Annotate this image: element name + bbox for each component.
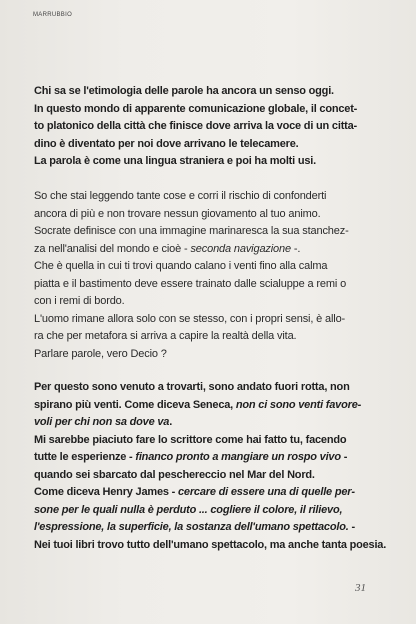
- text-line: voli per chi non sa dove va.: [34, 416, 173, 428]
- running-head: MARRUBBIO: [33, 12, 73, 18]
- text-line: Nei tuoi libri trovo tutto dell'umano spettacolo, ma anche tanta poesia.: [34, 538, 387, 551]
- text-line: In questo mondo di apparente comunicazione globale, il concet-: [34, 102, 358, 115]
- text-line: ancora di più e non trovare nessun giovamento al tuo animo.: [34, 207, 321, 220]
- text-line: tutte le esperienze - financo pronto a mangiare un rospo vivo -: [34, 451, 348, 463]
- text-line: Mi sarebbe piaciuto fare lo scrittore come hai fatto tu, facendo: [34, 433, 347, 446]
- text-line: L'uomo rimane allora solo con se stesso, con i propri sensi, è allo-: [34, 312, 346, 325]
- emphasis-text: l'espressione, la superficie, la sostanza dell'umano spettacolo.: [34, 521, 349, 533]
- emphasis-text: non ci sono venti favore-: [235, 398, 362, 411]
- text-line: Per questo sono venuto a trovarti, sono andato fuori rotta, non: [34, 381, 350, 393]
- paragraph-intro: [34, 83, 386, 171]
- page-number: 31: [355, 582, 366, 594]
- paragraph-seneca: [34, 379, 386, 554]
- text-line: piatta e il bastimento deve essere trainato dalle scialuppe a remi o: [34, 277, 347, 290]
- text-line: Chi sa se l'etimologia delle parole ha ancora un senso oggi.: [34, 85, 334, 97]
- paragraph-socrates: [34, 188, 386, 363]
- text-line: con i remi di bordo.: [34, 295, 125, 307]
- text-line: So che stai leggendo tante cose e corri il rischio di confonderti: [34, 190, 327, 202]
- text-line: l'espressione, la superficie, la sostanza dell'umano spettacolo. -: [34, 521, 355, 533]
- text-line: La parola è come una lingua straniera e poi ha molti usi.: [34, 155, 317, 167]
- text-line: spirano più venti. Come diceva Seneca, non ci sono venti favore-: [34, 398, 362, 411]
- text-line: ra che per metafora si arriva a capire la realtà della vita.: [34, 330, 297, 342]
- emphasis-text: voli per chi non sa dove va: [34, 416, 170, 428]
- text-line: Che è quella in cui ti trovi quando calano i venti fino alla calma: [34, 260, 328, 272]
- text-line: [34, 502, 386, 520]
- text-line: quando sei sbarcato dal peschereccio nel Mar del Nord.: [34, 468, 315, 481]
- text-line: za nell'analisi del mondo e cioè - seconda navigazione -.: [34, 242, 301, 255]
- emphasis-text: sone per le quali nulla è perduto ... cogliere il colore, il rilievo,: [34, 503, 343, 516]
- text-line: Come diceva Henry James - cercare di essere una di quelle per-: [34, 486, 355, 498]
- text-line: Parlare parole, vero Decio ?: [34, 347, 167, 360]
- emphasis-text: financo pronto a mangiare un rospo vivo: [135, 451, 341, 463]
- emphasis-text: seconda navigazione: [190, 242, 291, 255]
- text-line: Socrate definisce con una immagine marinaresca la sua stanchez-: [34, 225, 349, 237]
- emphasis-text: cercare di essere una di quelle per-: [177, 486, 355, 498]
- text-line: dino è diventato per noi dove arrivano le telecamere.: [34, 137, 299, 150]
- text-line: to platonico della città che finisce dove arriva la voce di un citta-: [34, 120, 358, 132]
